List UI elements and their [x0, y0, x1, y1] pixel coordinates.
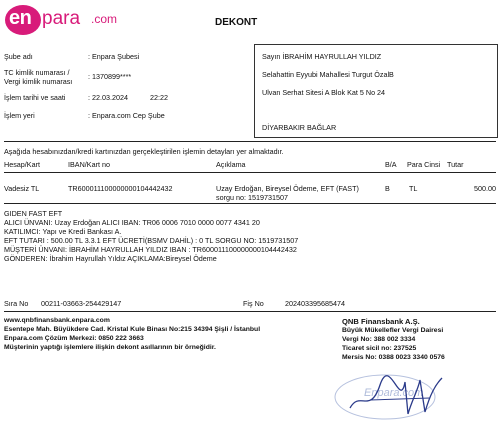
detail-line: MÜŞTERİ ÜNVANI: İBRAHİM HAYRULLAH YILDIZ IBAN : TR600011100000000104442432	[4, 245, 297, 254]
col-amount-header: Tutar	[447, 160, 464, 169]
row-desc-2: sorgu no: 1519731507	[216, 193, 288, 202]
detail-line: GÖNDEREN: İbrahim Hayrullah Yıldız AÇIKLAMA:Bireysel Ödeme	[4, 254, 217, 263]
row-currency: TL	[409, 184, 418, 193]
row-ba: B	[385, 184, 390, 193]
stamp-text: Enpara.com	[364, 387, 424, 399]
detail-line: EFT TUTARI : 500.00 TL 3.3.1 EFT ÜCRETİ(BSMV DAHİL) : 0 TL SORGU NO: 1519731507	[4, 236, 299, 245]
date-label: İşlem tarihi ve saati	[4, 93, 66, 102]
footer-trade-registry: Ticaret sicil no: 237525	[342, 345, 417, 352]
row-amount: 500.00	[474, 184, 496, 193]
detail-line: ALICI ÜNVANI: Uzay Erdoğan ALICI IBAN: TR06 0006 7010 0000 0077 4341 20	[4, 218, 260, 227]
row-iban: TR600011100000000104442432	[68, 184, 173, 193]
footer-disclaimer: Müşterinin yaptığı işlemlere ilişkin dekont asıllarının bir örneğidir.	[4, 344, 216, 351]
logo-en-text: en	[9, 7, 32, 29]
sequence-label: Sıra No	[4, 299, 29, 308]
stamp-signature	[330, 370, 470, 427]
place-label: İşlem yeri	[4, 111, 35, 120]
place-value: : Enpara.com Cep Şube	[88, 111, 165, 120]
footer-website: www.qnbfinansbank.enpara.com	[4, 317, 110, 324]
col-iban-header: IBAN/Kart no	[68, 160, 110, 169]
footer-company: QNB Finansbank A.Ş.	[342, 317, 420, 326]
address-line-2: Ulvan Serhat Sitesi A Blok Kat 5 No 24	[262, 88, 386, 97]
customer-name: Sayın İBRAHİM HAYRULLAH YILDIZ	[262, 52, 382, 61]
logo-com-text: .com	[91, 12, 118, 26]
col-ba-header: B/A	[385, 160, 397, 169]
branch-label: Şube adı	[4, 52, 33, 61]
footer-tax-no: Vergi No: 388 002 3334	[342, 336, 416, 343]
table-header-divider	[4, 172, 496, 173]
col-desc-header: Açıklama	[216, 160, 246, 169]
branch-value: : Enpara Şubesi	[88, 52, 140, 61]
row-account: Vadesiz TL	[4, 184, 40, 193]
col-account-header: Hesap/Kart	[4, 160, 40, 169]
col-currency-header: Para Cinsi	[407, 160, 441, 169]
footer-mersis: Mersis No: 0388 0023 3340 0576	[342, 354, 445, 361]
receipt-label: Fiş No	[243, 299, 264, 308]
transaction-note: Aşağıda hesabınızdan/kredi kartınızdan gerçekleştirilen işlemin detayları yer almaktadır.	[4, 147, 284, 156]
address-city: DİYARBAKIR BAĞLAR	[262, 123, 337, 132]
footer-tax-office: Büyük Mükellefler Vergi Dairesi	[342, 327, 444, 334]
time-value: 22:22	[150, 93, 168, 102]
date-value: : 22.03.2024	[88, 93, 128, 102]
logo-para-text: para	[42, 8, 81, 29]
footer-address: Esentepe Mah. Büyükdere Cad. Kristal Kule Binası No:215 34394 Şişli / İstanbul	[4, 326, 261, 333]
tckn-label-2: Vergi kimlik numarası	[4, 77, 73, 86]
receipt-value: 202403395685474	[285, 299, 345, 308]
divider-footer	[4, 311, 496, 312]
address-line-1: Selahattin Eyyubi Mahallesi Turgut ÖzalB	[262, 70, 394, 79]
table-row-divider	[4, 203, 496, 204]
tckn-value: : 1370899****	[88, 72, 132, 81]
detail-line: KATILIMCI: Yapı ve Kredi Bankası A.	[4, 227, 122, 236]
document-title: DEKONT	[215, 17, 258, 28]
row-desc-1: Uzay Erdoğan, Bireysel Ödeme, EFT (FAST)	[216, 184, 359, 193]
footer-contact: Enpara.com Çözüm Merkezi: 0850 222 3663	[4, 335, 144, 342]
detail-line: GIDEN FAST EFT	[4, 209, 63, 218]
sequence-value: 00211-03663-254429147	[41, 299, 122, 308]
tckn-label-1: TC kimlik numarası /	[4, 68, 70, 77]
divider-top	[4, 141, 496, 142]
